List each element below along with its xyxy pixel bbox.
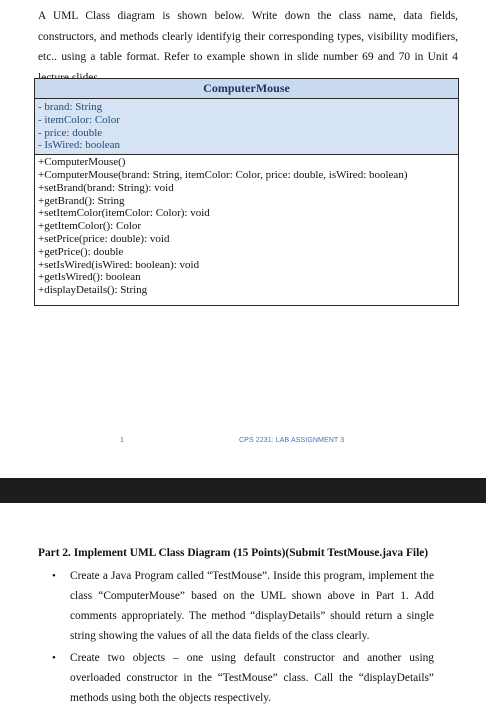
uml-field: - price: double — [38, 126, 103, 139]
page-gap-divider — [0, 478, 490, 503]
uml-method: +getPrice(): double — [38, 245, 124, 258]
uml-method: +setIsWired(isWired: boolean): void — [38, 258, 200, 271]
footer-page-number: 1 — [120, 437, 124, 444]
uml-class-diagram — [34, 78, 459, 306]
uml-method: +displayDetails(): String — [38, 284, 148, 297]
page-gap-edge — [486, 478, 490, 503]
uml-method: +ComputerMouse() — [38, 156, 126, 169]
document-page-2 — [0, 503, 490, 704]
bullet-text: Create two objects – one using default constructor and another using overloaded constructor in the “TestMouse” class. Call the “displayDetails” methods using both the objects respectively. — [70, 652, 434, 704]
list-item — [52, 648, 434, 708]
bullet-dot-icon: • — [52, 570, 56, 582]
uml-field: - IsWired: boolean — [38, 139, 121, 152]
uml-method: +getBrand(): String — [38, 194, 125, 207]
list-item — [52, 566, 434, 646]
uml-method: +getIsWired(): boolean — [38, 271, 141, 284]
uml-method: +setItemColor(itemColor: Color): void — [38, 207, 210, 220]
uml-methods-section — [35, 155, 458, 305]
uml-method: +getItemColor(): Color — [38, 220, 142, 233]
footer-title: CPS 2231: LAB ASSIGNMENT 3 — [239, 437, 345, 444]
uml-method: +setBrand(brand: String): void — [38, 181, 174, 194]
uml-method: +ComputerMouse(brand: String, itemColor: Color, price: double, isWired: boolean) — [38, 168, 408, 181]
uml-field: - brand: String — [38, 101, 103, 113]
uml-class-name: ComputerMouse — [35, 79, 458, 99]
uml-method: +setPrice(price: double): void — [38, 232, 170, 245]
bullet-dot-icon: • — [52, 652, 56, 664]
part2-heading: Part 2. Implement UML Class Diagram (15 Points)(Submit TestMouse.java File) — [38, 547, 429, 559]
part2-bullet-list — [52, 566, 434, 710]
bullet-text: Create a Java Program called “TestMouse”. Inside this program, implement the class “ComputerMouse” based on the UML shown above in Part 1. Add comments appropriately. The method “displayDetails” should return a single string showing the values of all the data fields of the class clearly. — [70, 570, 434, 642]
intro-paragraph: A UML Class diagram is shown below. Write down the class name, data fields, constructors, and methods clearly identifyig their corresponding types, visibility modifiers, etc.. using a table format. Refer to example shown in slide number 69 and 70 in Unit 4 — [38, 10, 458, 63]
uml-field: - itemColor: Color — [38, 113, 120, 126]
uml-fields-section — [35, 99, 458, 155]
